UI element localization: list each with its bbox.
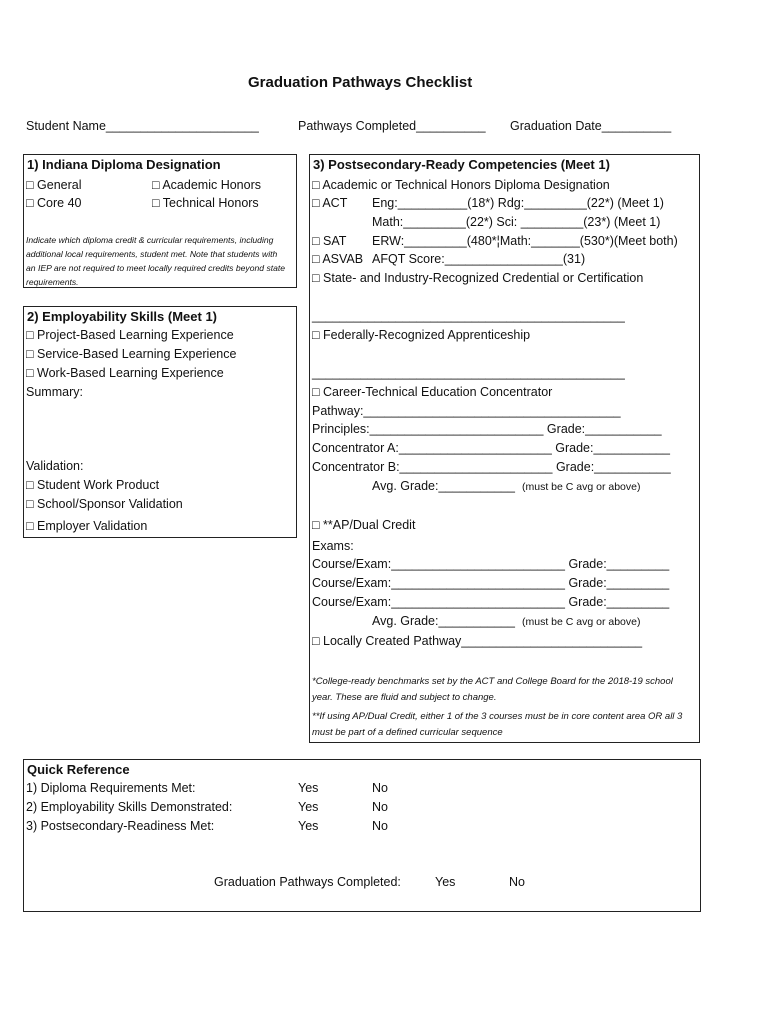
honors-diploma-checkbox[interactable]: □ Academic or Technical Honors Diploma Designation: [312, 178, 610, 192]
technical-honors-checkbox[interactable]: □ Technical Honors: [152, 196, 259, 210]
course-exam-field-3[interactable]: Course/Exam:_________________________ Grade:_________: [312, 595, 670, 609]
sat-scores-line[interactable]: ERW:_________(480*¦Math:_______(530*)(Meet both): [372, 234, 678, 248]
graduation-date-field[interactable]: Graduation Date__________: [510, 119, 672, 133]
act-scores-line1[interactable]: Eng:__________(18*) Rdg:_________(22*) (Meet 1): [372, 196, 664, 210]
diploma-met-label: 1) Diploma Requirements Met:: [26, 781, 196, 795]
ap-dual-credit-checkbox[interactable]: □ **AP/Dual Credit: [312, 518, 416, 532]
footnote-benchmarks: *College-ready benchmarks set by the ACT and College Board for the 2018-19 school year. These are fluid and subject to change.: [312, 676, 673, 703]
concentrator-b-field[interactable]: Concentrator B:______________________ Grade:___________: [312, 460, 671, 474]
act-scores-line2[interactable]: Math:_________(22*) Sci: _________(23*) (Meet 1): [372, 215, 661, 229]
pathways-completed-field[interactable]: Pathways Completed__________: [298, 119, 486, 133]
section3-title: 3) Postsecondary-Ready Competencies (Meet 1): [313, 157, 610, 172]
act-checkbox[interactable]: □ ACT: [312, 196, 348, 210]
apprenticeship-checkbox[interactable]: □ Federally-Recognized Apprenticeship: [312, 328, 531, 342]
exams-label: Exams:: [312, 539, 354, 553]
readiness-met-label: 3) Postsecondary-Readiness Met:: [26, 819, 215, 833]
course-exam-field-1[interactable]: Course/Exam:_________________________ Grade:_________: [312, 557, 670, 571]
diploma-no-option[interactable]: No: [372, 781, 388, 795]
academic-honors-checkbox[interactable]: □ Academic Honors: [152, 178, 261, 192]
school-sponsor-checkbox[interactable]: □ School/Sponsor Validation: [26, 497, 183, 511]
readiness-yes-option[interactable]: Yes: [298, 819, 319, 833]
employer-validation-checkbox[interactable]: □ Employer Validation: [26, 519, 148, 533]
quick-reference-title: Quick Reference: [27, 762, 130, 777]
employability-yes-option[interactable]: Yes: [298, 800, 319, 814]
cte-checkbox[interactable]: □ Career-Technical Education Concentrator: [312, 385, 553, 399]
work-based-checkbox[interactable]: □ Work-Based Learning Experience: [26, 366, 224, 380]
section1-title: 1) Indiana Diploma Designation: [27, 157, 221, 172]
summary-label: Summary:: [26, 385, 83, 399]
completed-no-option[interactable]: No: [509, 875, 525, 889]
core40-checkbox[interactable]: □ Core 40: [26, 196, 82, 210]
principles-field[interactable]: Principles:_________________________ Grade:___________: [312, 422, 662, 436]
credential-blank-line[interactable]: _____________________________________________: [312, 309, 625, 323]
diploma-yes-option[interactable]: Yes: [298, 781, 319, 795]
asvab-checkbox[interactable]: □ ASVAB: [312, 252, 364, 266]
credential-checkbox[interactable]: □ State- and Industry-Recognized Credential or Certification: [312, 271, 644, 285]
pathway-field[interactable]: Pathway:_____________________________________: [312, 404, 621, 418]
sat-checkbox[interactable]: □ SAT: [312, 234, 347, 248]
course-exam-field-2[interactable]: Course/Exam:_________________________ Grade:_________: [312, 576, 670, 590]
student-name-field[interactable]: Student Name______________________: [26, 119, 259, 133]
locally-created-pathway-checkbox[interactable]: □ Locally Created Pathway__________________________: [312, 634, 643, 648]
employability-no-option[interactable]: No: [372, 800, 388, 814]
readiness-no-option[interactable]: No: [372, 819, 388, 833]
concentrator-a-field[interactable]: Concentrator A:______________________ Grade:___________: [312, 441, 670, 455]
section1-note: Indicate which diploma credit & curricular requirements, including additional local requirements, student met. Note that students with an IEP are not required to meet locally required credits beyond state requirements.: [26, 235, 286, 287]
project-based-checkbox[interactable]: □ Project-Based Learning Experience: [26, 328, 234, 342]
service-based-checkbox[interactable]: □ Service-Based Learning Experience: [26, 347, 237, 361]
page-title: Graduation Pathways Checklist: [248, 74, 473, 91]
cte-avg-grade-field[interactable]: Avg. Grade:___________: [372, 479, 515, 493]
validation-label: Validation:: [26, 459, 84, 473]
general-checkbox[interactable]: □ General: [26, 178, 82, 192]
ap-avg-grade-field[interactable]: Avg. Grade:___________: [372, 614, 515, 628]
pathways-completed-label: Graduation Pathways Completed:: [214, 875, 401, 889]
footnote-ap-dual: **If using AP/Dual Credit, either 1 of the 3 courses must be in core content area OR all 3 must be part of a defined curricular sequence: [312, 711, 683, 738]
completed-yes-option[interactable]: Yes: [435, 875, 456, 889]
student-work-checkbox[interactable]: □ Student Work Product: [26, 478, 160, 492]
apprenticeship-blank-line[interactable]: _____________________________________________: [312, 366, 625, 380]
ap-avg-note: (must be C avg or above): [522, 616, 641, 628]
asvab-score-line[interactable]: AFQT Score:_________________(31): [372, 252, 586, 266]
section2-title: 2) Employability Skills (Meet 1): [27, 309, 217, 324]
employability-met-label: 2) Employability Skills Demonstrated:: [26, 800, 233, 814]
cte-avg-note: (must be C avg or above): [522, 481, 641, 493]
